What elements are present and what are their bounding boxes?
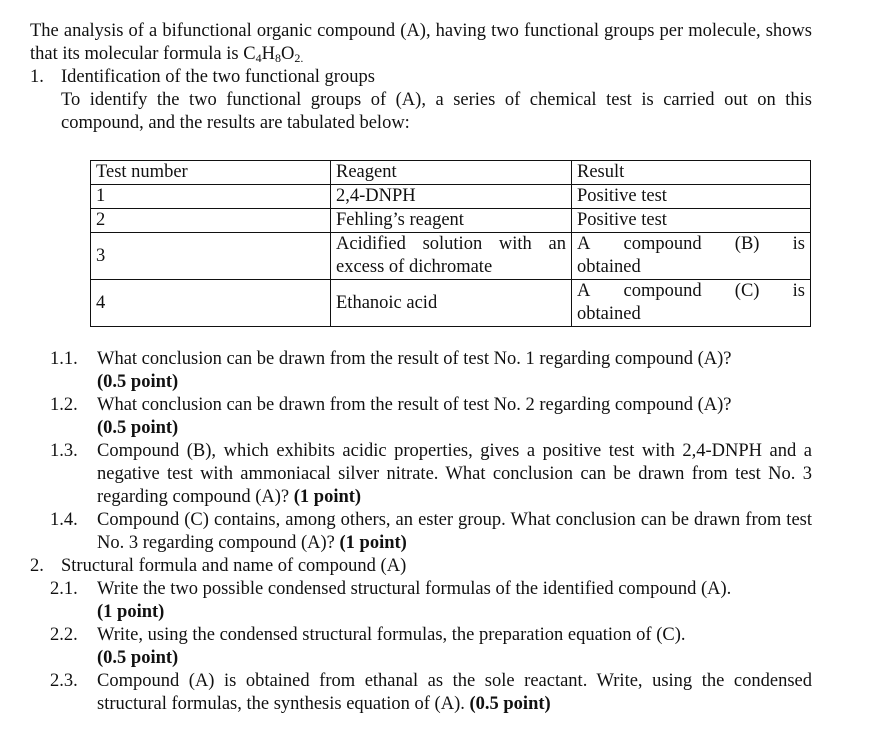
table-row: 1 2,4-DNPH Positive test: [91, 185, 811, 209]
question-2-2: 2.2. Write, using the condensed structural formulas, the preparation equation of (C). (0.5 point): [50, 625, 686, 668]
molecular-formula: $C_4H_8O_{2.}$: [243, 44, 304, 65]
results-table: [90, 160, 811, 327]
questions-block: [30, 348, 812, 716]
result-cell: A compound (B) is obtained: [572, 233, 811, 280]
section-1: 1. Identification of the two functional groups To identify the two functional groups of (A), a series of chemical test is carried out on this compound, and the results are tabulated below:: [30, 67, 812, 133]
question-2-1: 2.1. Write the two possible condensed structural formulas of the identified compound (A). (1 point): [50, 579, 732, 622]
section-1-description: To identify the two functional groups of (A), a series of chemical test is carried out on this compound, and the results are tabulated below:: [61, 90, 812, 133]
question-1-2: 1.2. What conclusion can be drawn from the result of test No. 2 regarding compound (A)? (0.5 point): [50, 395, 732, 438]
table-row: 2 Fehling’s reagent Positive test: [91, 209, 811, 233]
question-2-3: 2.3. Compound (A) is obtained from ethanal as the sole reactant. Write, using the condensed structural formulas, the synthesis equation of (A). (0.5 point): [50, 671, 812, 714]
table-header-row: Test number Reagent Result: [91, 161, 811, 185]
table-row: 3 Acidified solution with an excess of dichromate A compound (B) is obtained: [91, 233, 811, 280]
question-1-1: 1.1. What conclusion can be drawn from the result of test No. 1 regarding compound (A)? (0.5 point): [50, 349, 732, 392]
intro-paragraph: The analysis of a bifunctional organic compound (A), having two functional groups per molecule, shows that its molecular formula is $C_4H_8O_{2.}$: [30, 21, 812, 65]
table-row: 4 Ethanoic acid A compound (C) is obtained: [91, 280, 811, 327]
section-2: 2. Structural formula and name of compound (A): [30, 556, 407, 576]
section-1-title: Identification of the two functional groups: [61, 67, 375, 87]
intro-block: [30, 20, 812, 135]
result-cell: A compound (C) is obtained: [572, 280, 811, 327]
question-1-3: 1.3. Compound (B), which exhibits acidic properties, gives a positive test with 2,4-DNPH and a negative test with ammoniacal silver nitrate. What conclusion can be drawn from test No. 3 regarding compound (A)? (1 point): [50, 441, 812, 507]
question-1-4: 1.4. Compound (C) contains, among others, an ester group. What conclusion can be drawn from test No. 3 regarding compound (A)? (1 point): [50, 510, 812, 553]
